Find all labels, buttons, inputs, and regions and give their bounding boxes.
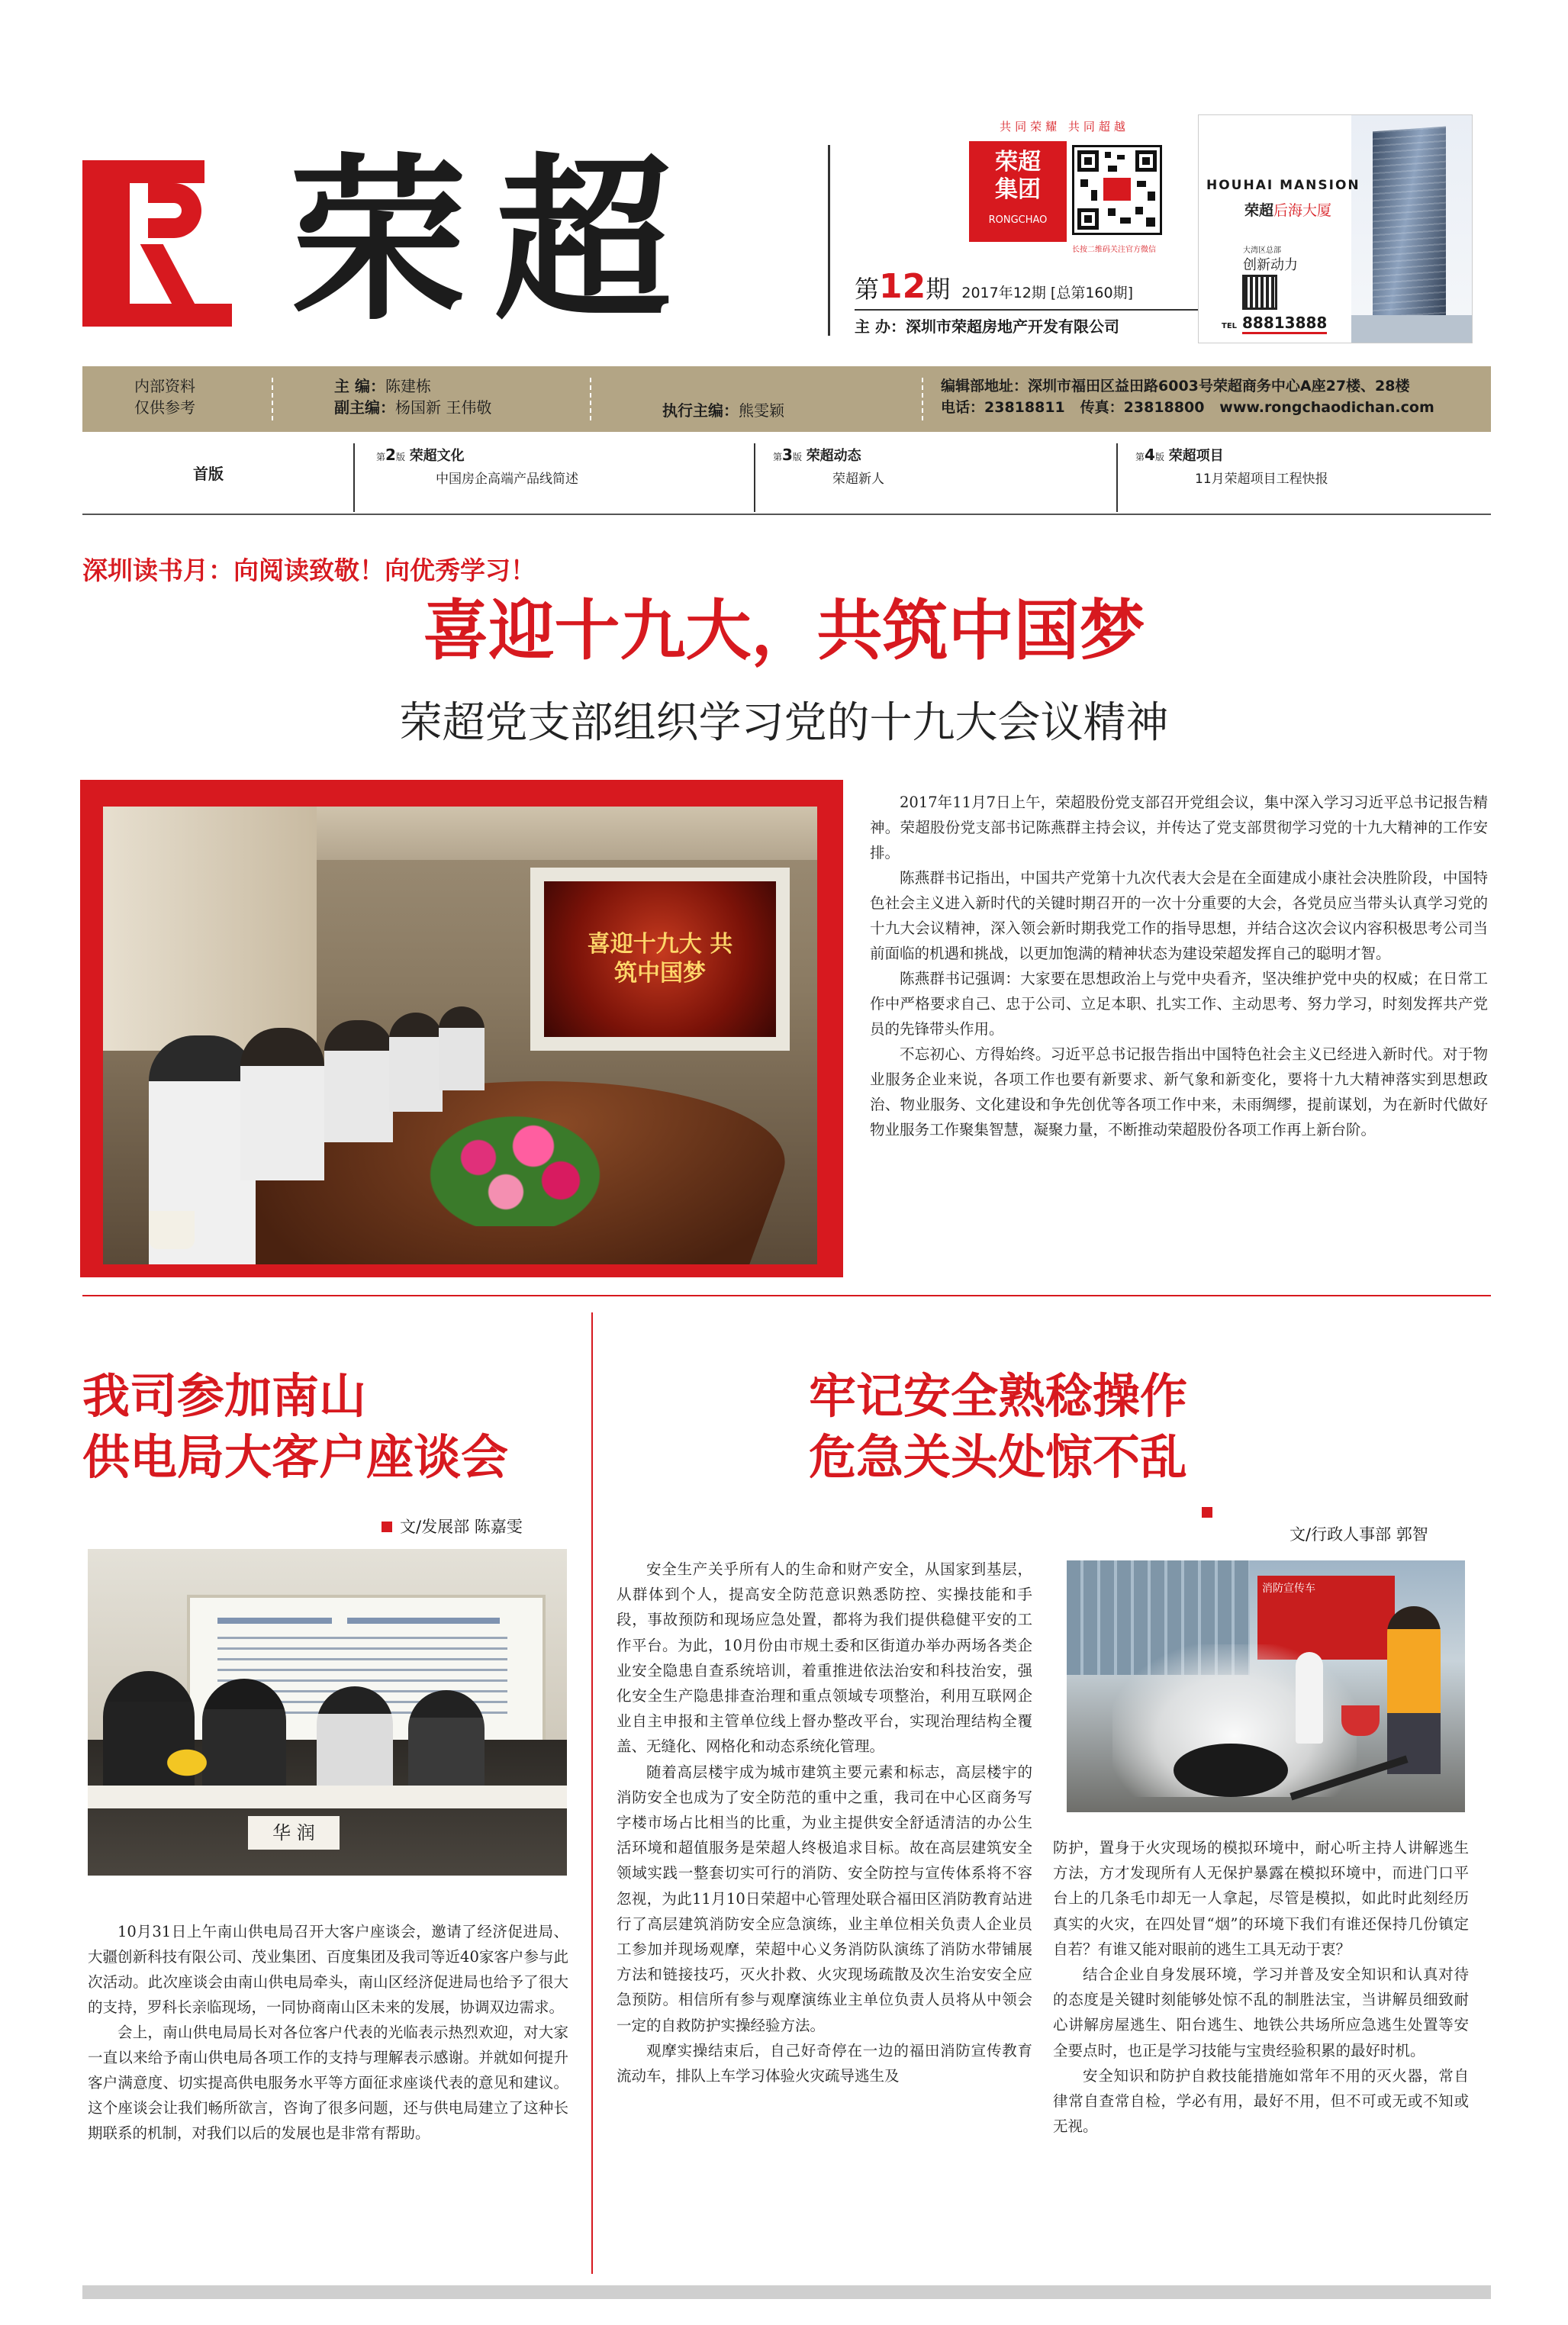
- left-headline: 我司参加南山 供电局大客户座谈会: [82, 1368, 509, 1485]
- toc-item-3[interactable]: 第3版 荣超动态 荣超新人: [773, 446, 884, 487]
- internal-note: 内部资料 仅供参考: [134, 377, 195, 417]
- group-badge-line1: 荣超: [995, 149, 1041, 176]
- info-bar: [82, 366, 1491, 432]
- truck-sign: 消防宣传车: [1262, 1583, 1315, 1595]
- lead-headline: 喜迎十九大，共筑中国梦: [423, 593, 1145, 669]
- editors: 主 编：陈建栋 副主编：杨国新 王伟敬: [334, 377, 492, 417]
- ad-tower-lines: [1373, 127, 1446, 338]
- lead-paragraph: 陈燕群书记强调：大家要在思想政治上与党中央看齐，坚决维护党中央的权威；在日常工作中严格要求自己、忠于公司、立足本职、扎实工作、主动思考、努力学习，时刻发挥共产党员的先锋带头作用。: [870, 970, 1488, 1038]
- ad-slogan: 创新动力: [1243, 257, 1298, 273]
- left-paragraph: 会上，南山供电局局长对各位客户代表的光临表示热烈欢迎，对大家一直以来给予南山供电局各项工作的支持与理解表示感谢。并就如何提升客户满意度、切实提高供电服务水平等方面征求座谈代表的意见和建议。这个座谈会让我们畅所欲言，咨询了很多问题，还与供电局建立了这种长期联系的机制，对我们以后的发展也是非常有帮助。: [88, 2024, 568, 2142]
- logo-mark: [82, 160, 232, 327]
- left-photo: [88, 1549, 567, 1876]
- qr-caption: 长按二维码关注官方微信: [1072, 246, 1156, 254]
- ad-title-en: HOUHAI MANSION: [1206, 178, 1360, 193]
- bar-divider-2: [590, 378, 591, 420]
- left-body: [88, 1919, 568, 2146]
- projector-screen: [530, 868, 790, 1051]
- right-paragraph: 防护，置身于火灾现场的模拟环境中，耐心听主持人讲解逃生方法，方才发现所有人无保护暴露在模拟环境中，而进门口平台上的几条毛巾却无一人拿起，尽管是模拟，如此时此刻经历真实的火灾，在四处冒“烟”的环境下我们有谁还保持几份镇定自若？有谁又能对眼前的逃生工具无动于衷？: [1053, 1839, 1469, 1958]
- masthead-divider: [828, 145, 830, 336]
- lead-photo-frame: [80, 780, 843, 1277]
- issue-suffix: 期: [926, 275, 951, 304]
- left-byline: 文/发展部 陈嘉雯: [382, 1515, 523, 1538]
- issue-number: 12: [879, 267, 926, 306]
- ad-small: 大湾区总部: [1243, 246, 1281, 255]
- bar-divider-3: [922, 378, 923, 420]
- lead-photo: [103, 807, 817, 1264]
- right-paragraph: 随着高层楼宇成为城市建筑主要元素和标志，高层楼宇的消防安全也成为了安全防范的重中之重，我司在中心区商务写字楼市场占比相当的比重，为业主提供安全舒适清洁的办公生活环境和超值服务是荣超人终极追求目标。故在高层建筑安全领域实践一整套切实可行的消防、安全防控与宣传体系将不容忽视，为此11月10日荣超中心管理处联合福田区消防教育站进行了高层建筑消防安全应急演练，业主单位相关负责人企业员工参加并现场观摩，荣超中心义务消防队演练了消防水带铺展方法和链接技巧，灭火扑救、火灾现场疏散及次生治安安全应急预防。相信所有参与观摩演练业主单位负责人员将从中领会一定的自救防护实操经验方法。: [617, 1763, 1032, 2034]
- right-headline-marker: [1202, 1507, 1212, 1518]
- exec-editor: 执行主编：熊雯颖: [662, 401, 784, 420]
- qr-code-icon: [1074, 147, 1160, 233]
- section-rule: [82, 1295, 1491, 1296]
- screen-text: 喜迎十九大 共筑中国梦: [587, 931, 733, 987]
- toc-front[interactable]: 首版: [193, 465, 224, 483]
- ad-base: [1351, 315, 1473, 343]
- column-rule: [591, 1312, 593, 2274]
- lead-paragraph: 2017年11月7日上午，荣超股份党支部召开党组会议，集中深入学习习近平总书记报告精神。荣超股份党支部书记陈燕群主持会议，并传达了党支部贯彻学习党的十九大精神的工作安排。: [870, 794, 1488, 861]
- toc: [82, 439, 1491, 515]
- sponsor-line: [855, 314, 1119, 337]
- bullet-square-icon: [382, 1522, 392, 1532]
- masthead: [76, 114, 1496, 359]
- lead-subheadline: 荣超党支部组织学习党的十九大会议精神: [399, 698, 1169, 748]
- lead-kicker: 深圳读书月：向阅读致敬！向优秀学习！: [82, 555, 536, 585]
- contact: 编辑部地址：深圳市福田区益田路6003号荣超商务中心A座27楼、28楼 电话：23818811 传真：23818800 www.rongchaodichan.com: [941, 378, 1434, 416]
- sponsor-label: 主 办：: [855, 317, 906, 336]
- bar-divider-1: [272, 378, 273, 420]
- issue-detail: 2017年12期 [总第160期]: [961, 285, 1134, 301]
- ad-qr-icon: [1244, 277, 1275, 308]
- ad-title-cn: 荣超后海大厦: [1244, 202, 1332, 219]
- group-badge-en: RONGCHAO: [988, 214, 1048, 226]
- right-byline: 文/行政人事部 郭智: [1289, 1525, 1428, 1544]
- safety-vest-person: [1387, 1606, 1441, 1774]
- toc-divider-1: [353, 443, 355, 512]
- left-paragraph: 10月31日上午南山供电局召开大客户座谈会，邀请了经济促进局、大疆创新科技有限公司、茂业集团、百度集团及我司等近40家客户参与此次活动。此次座谈会由南山供电局牵头，南山区经济促进局也给予了很大的支持，罗科长亲临现场，一同协商南山区未来的发展，协调双边需求。: [88, 1923, 568, 2016]
- lead-paragraph: 不忘初心、方得始终。习近平总书记报告指出中国特色社会主义已经进入新时代。对于物业服务企业来说，各项工作也要有新要求、新气象和新变化，要将十九大精神落实到思想政治、物业服务、文化建设和争先创优等各项工作中来，未雨绸缪，提前谋划，为在新时代做好物业服务工作聚集智慧，凝聚力量，不断推动荣超股份各项工作再上新台阶。: [870, 1045, 1488, 1138]
- right-paragraph: 安全生产关乎所有人的生命和财产安全，从国家到基层，从群体到个人，提高安全防范意识熟悉防控、实操技能和手段，事故预防和现场应急处置，都将为我们提供稳健平安的工作平台。为此，10月份由市规土委和区街道办举办两场各类企业安全隐患自查系统培训，着重推进依法治安和科技治安，强化安全生产隐患排查治理和重点领域专项整治，利用互联网企业自主申报和主管单位线上督办整改平台，实现治理结构全覆盖、无缝化、网格化和动态系统化管理。: [617, 1560, 1032, 1756]
- footer-bar: [82, 2285, 1491, 2299]
- houhai-ad: [1198, 114, 1473, 343]
- slogan: 共同荣耀 共同超越: [1000, 120, 1129, 134]
- toc-item-4[interactable]: 第4版 荣超项目 11月荣超项目工程快报: [1135, 446, 1328, 487]
- group-badge: [969, 141, 1067, 242]
- toc-divider-3: [1116, 443, 1118, 512]
- lead-body: [870, 790, 1488, 1142]
- toc-divider-2: [754, 443, 755, 512]
- flower-arrangement: [423, 1112, 607, 1226]
- right-paragraph: 结合企业自身发展环境，学习并普及安全知识和认真对待的态度是关键时刻能够处惊不乱的制胜法宝，当讲解员细致耐心讲解房屋逃生、阳台逃生、地铁公共场所应急逃生处置等安全要点时，也正是学习技能与宝贵经验积累的最好时机。: [1053, 1966, 1469, 2059]
- right-headline: 牢记安全熟稔操作 危急关头处惊不乱: [809, 1368, 1188, 1485]
- right-photo: [1067, 1560, 1465, 1812]
- nameplate: 华 润: [248, 1816, 340, 1850]
- right-paragraph: 观摩实操结束后，自己好奇停在一边的福田消防宣传教育流动车，排队上车学习体验火灾疏导逃生及: [617, 2041, 1032, 2085]
- right-body-col2: [1053, 1835, 1469, 2139]
- lead-paragraph: 陈燕群书记指出，中国共产党第十九次代表大会是在全面建成小康社会决胜阶段，中国特色社会主义进入新时代的关键时期召开的一次十分重要的大会，各党员应当带头认真学习党的十九大会议精神，深入领会新时期我党工作的指导思想，并结合这次会议内容积极思考公司当前面临的机遇和挑战，以更加饱满的精神状态为建设荣超发挥自己的聪明才智。: [870, 869, 1488, 962]
- toc-item-2[interactable]: 第2版 荣超文化 中国房企高端产品线简述: [376, 446, 578, 487]
- right-body-col1: [617, 1557, 1032, 2088]
- sponsor: 深圳市荣超房地产开发有限公司: [905, 317, 1119, 336]
- qr-code: [1072, 145, 1162, 235]
- right-paragraph: 安全知识和防护自救技能措施如常年不用的灭火器，常自律常自查常自检，学必有用，最好不用，但不可或无或不知或无视。: [1053, 2066, 1469, 2136]
- website-link[interactable]: www.rongchaodichan.com: [1219, 399, 1434, 416]
- paper-title: 荣超: [290, 136, 700, 344]
- ad-tel: TEL 88813888: [1222, 314, 1327, 332]
- issue-prefix: 第: [855, 275, 880, 304]
- group-badge-line2: 集团: [995, 176, 1041, 203]
